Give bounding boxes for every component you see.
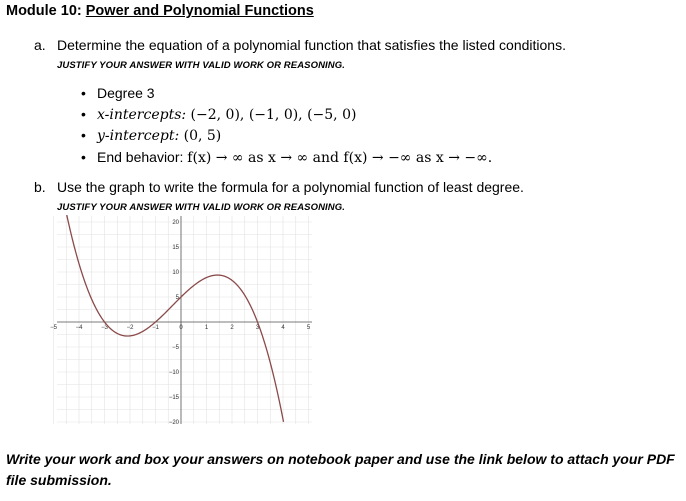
graph-tick-labels: [50, 220, 311, 426]
bullet-end-behavior-label: End behavior:: [97, 149, 188, 165]
y-tick-label: 20: [172, 220, 179, 226]
bullet-dot: •: [81, 149, 86, 165]
bullet-degree-label: Degree 3: [97, 85, 155, 101]
x-tick-label: −3: [101, 325, 108, 331]
x-tick-label: 1: [204, 325, 209, 331]
x-tick-label: 3: [255, 325, 260, 331]
x-tick-label: −1: [152, 325, 159, 331]
y-tick-label: 15: [172, 245, 179, 251]
question-a-justify: JUSTIFY YOUR ANSWER WITH VALID WORK OR REASONING.: [57, 60, 345, 71]
x-tick-label: 5: [306, 325, 311, 331]
question-b-label: b.: [34, 179, 46, 195]
bullet-x-intercepts-value: (−2, 0), (−1, 0), (−5, 0): [190, 107, 357, 123]
submission-instructions: Write your work and box your answers on notebook paper and use the link below to attach your PDF file submission.: [6, 451, 675, 488]
x-tick-label: −4: [75, 325, 83, 331]
y-tick-label: −5: [172, 345, 179, 351]
x-tick-label: −5: [50, 325, 57, 331]
y-tick-label: −20: [168, 420, 179, 426]
y-tick-label: −10: [168, 370, 179, 376]
x-tick-label: 4: [281, 325, 285, 331]
y-tick-label: 5: [175, 295, 179, 301]
question-b-justify: JUSTIFY YOUR ANSWER WITH VALID WORK OR REASONING.: [57, 202, 345, 213]
title-topic: Power and Polynomial Functions: [85, 3, 314, 19]
bullet-dot: •: [81, 106, 86, 122]
bullet-end-behavior-value: f(x) → ∞ as x → ∞ and f(x) → −∞ as x → −∞.: [187, 150, 493, 166]
question-a-text: Determine the equation of a polynomial function that satisfies the listed conditions.: [57, 37, 566, 53]
question-a-label: a.: [34, 37, 46, 53]
bullet-y-intercept-value: (0, 5): [183, 128, 222, 144]
x-tick-label: 2: [230, 325, 234, 331]
bullet-dot: •: [81, 127, 86, 143]
graph-grid: [54, 216, 313, 424]
question-b-text: Use the graph to write the formula for a polynomial function of least degree.: [57, 179, 524, 195]
y-tick-label: −15: [168, 395, 179, 401]
y-tick-label: 10: [172, 270, 179, 276]
title-prefix: Module 10:: [6, 3, 86, 19]
x-tick-label: 0: [179, 325, 183, 331]
bullet-dot: •: [81, 85, 86, 101]
bullet-x-intercepts-label: x-intercepts:: [97, 107, 191, 123]
bullet-y-intercept-label: y-intercept:: [97, 128, 184, 144]
x-tick-label: −2: [126, 325, 134, 331]
